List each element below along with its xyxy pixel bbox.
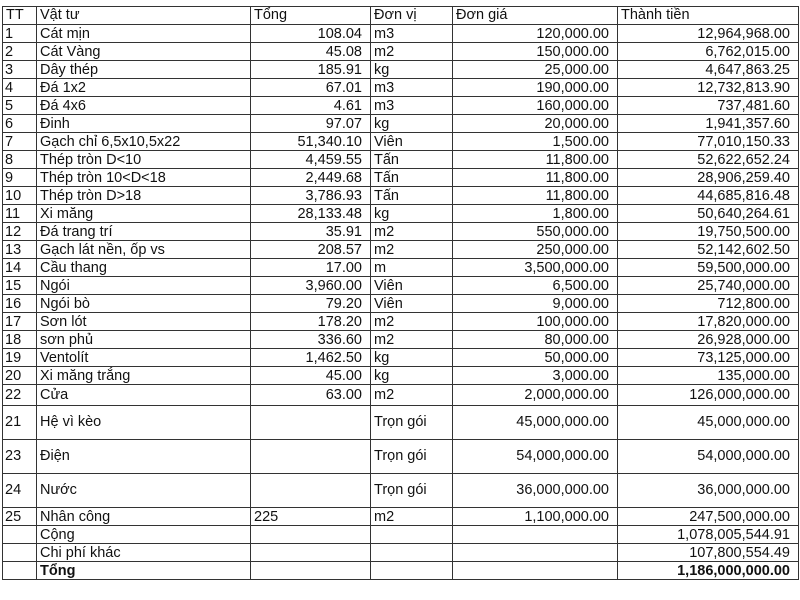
table-row [3,61,799,79]
header-item: Vật tư [37,7,251,25]
table-row [3,133,799,151]
cell-amount: 737,481.60 [618,97,799,115]
cell-price: 3,000.00 [453,367,618,385]
cell-amount: 36,000,000.00 [618,474,799,508]
cell-price: 11,800.00 [453,187,618,205]
cell-empty [3,562,37,580]
summary-row [3,562,799,580]
cell-item: Thép tròn D>18 [37,187,251,205]
cell-unit: Trọn gói [371,406,453,440]
cell-price: 11,800.00 [453,169,618,187]
cell-price: 25,000.00 [453,61,618,79]
cell-price: 190,000.00 [453,79,618,97]
cell-amount: 25,740,000.00 [618,277,799,295]
cell-tt: 7 [3,133,37,151]
cell-tt: 22 [3,385,37,406]
cell-item: Thép tròn D<10 [37,151,251,169]
cell-price: 6,500.00 [453,277,618,295]
cell-unit: m3 [371,97,453,115]
table-row [3,259,799,277]
cell-total [251,406,371,440]
cell-unit: m3 [371,79,453,97]
cell-total: 35.91 [251,223,371,241]
cell-price: 1,500.00 [453,133,618,151]
cell-unit: Tấn [371,187,453,205]
summary-label: Chi phí khác [37,544,251,562]
summary-amount: 1,186,000,000.00 [618,562,799,580]
table-row [3,331,799,349]
cell-empty [453,526,618,544]
cell-item: Hệ vì kèo [37,406,251,440]
cell-price: 100,000.00 [453,313,618,331]
cell-total: 28,133.48 [251,205,371,223]
cell-unit: m2 [371,223,453,241]
cell-item: Xi măng [37,205,251,223]
table-row [3,169,799,187]
cell-tt: 5 [3,97,37,115]
cell-item: Dây thép [37,61,251,79]
cell-amount: 712,800.00 [618,295,799,313]
cell-item: Ventolít [37,349,251,367]
table-row [3,187,799,205]
cell-amount: 44,685,816.48 [618,187,799,205]
cell-tt: 25 [3,508,37,526]
cell-total [251,440,371,474]
cell-tt: 2 [3,43,37,61]
cell-amount: 12,964,968.00 [618,25,799,43]
cell-amount: 19,750,500.00 [618,223,799,241]
cell-total: 185.91 [251,61,371,79]
cell-tt: 14 [3,259,37,277]
cell-unit: Tấn [371,169,453,187]
cell-total: 2,449.68 [251,169,371,187]
cell-tt: 12 [3,223,37,241]
cell-total: 45.00 [251,367,371,385]
cell-amount: 45,000,000.00 [618,406,799,440]
cell-item: sơn phủ [37,331,251,349]
cell-price: 80,000.00 [453,331,618,349]
cell-item: Cát mịn [37,25,251,43]
cell-tt: 13 [3,241,37,259]
cell-amount: 54,000,000.00 [618,440,799,474]
cell-amount: 28,906,259.40 [618,169,799,187]
cell-total: 4,459.55 [251,151,371,169]
cell-amount: 26,928,000.00 [618,331,799,349]
cell-price: 150,000.00 [453,43,618,61]
table-row [3,43,799,61]
table-row [3,151,799,169]
cell-amount: 50,640,264.61 [618,205,799,223]
cell-price: 36,000,000.00 [453,474,618,508]
cell-unit: kg [371,205,453,223]
table-header-row [3,7,799,25]
cell-price: 54,000,000.00 [453,440,618,474]
cell-item: Đinh [37,115,251,133]
summary-amount: 107,800,554.49 [618,544,799,562]
cell-price: 120,000.00 [453,25,618,43]
cell-empty [3,544,37,562]
cell-price: 160,000.00 [453,97,618,115]
cell-total: 1,462.50 [251,349,371,367]
cell-total: 17.00 [251,259,371,277]
table-row [3,313,799,331]
cell-price: 50,000.00 [453,349,618,367]
cell-price: 550,000.00 [453,223,618,241]
cell-tt: 20 [3,367,37,385]
cell-total: 4.61 [251,97,371,115]
cell-total: 336.60 [251,331,371,349]
cell-unit: m2 [371,313,453,331]
cell-empty [371,526,453,544]
cell-item: Cầu thang [37,259,251,277]
cell-total: 3,786.93 [251,187,371,205]
cell-total: 67.01 [251,79,371,97]
cell-total [251,474,371,508]
materials-cost-table [2,6,799,580]
cell-tt: 4 [3,79,37,97]
cell-total: 108.04 [251,25,371,43]
summary-row [3,526,799,544]
cell-total: 3,960.00 [251,277,371,295]
cell-unit: kg [371,61,453,79]
cell-amount: 77,010,150.33 [618,133,799,151]
cell-item: Nước [37,474,251,508]
table-row [3,508,799,526]
summary-row [3,544,799,562]
cell-empty [453,544,618,562]
cell-empty [3,526,37,544]
cell-unit: m3 [371,25,453,43]
cell-price: 11,800.00 [453,151,618,169]
cell-price: 1,800.00 [453,205,618,223]
cell-total: 97.07 [251,115,371,133]
table-row [3,385,799,406]
cell-unit: Trọn gói [371,474,453,508]
table-row [3,295,799,313]
cell-tt: 15 [3,277,37,295]
cell-amount: 59,500,000.00 [618,259,799,277]
cell-total: 45.08 [251,43,371,61]
cell-item: Gạch chỉ 6,5x10,5x22 [37,133,251,151]
table-row [3,79,799,97]
cell-item: Điện [37,440,251,474]
cell-empty [371,562,453,580]
cell-total: 63.00 [251,385,371,406]
cell-unit: m2 [371,508,453,526]
cell-price: 9,000.00 [453,295,618,313]
cell-tt: 8 [3,151,37,169]
table-row [3,205,799,223]
summary-amount: 1,078,005,544.91 [618,526,799,544]
cell-amount: 12,732,813.90 [618,79,799,97]
cell-tt: 18 [3,331,37,349]
cell-unit: Tấn [371,151,453,169]
cell-amount: 135,000.00 [618,367,799,385]
cell-tt: 9 [3,169,37,187]
cell-item: Nhân công [37,508,251,526]
cell-unit: m2 [371,331,453,349]
table-row [3,277,799,295]
cell-unit: Viên [371,133,453,151]
cell-item: Thép tròn 10<D<18 [37,169,251,187]
table-row [3,367,799,385]
cell-total: 178.20 [251,313,371,331]
cell-item: Ngói bò [37,295,251,313]
cell-unit: kg [371,115,453,133]
cell-tt: 1 [3,25,37,43]
cell-unit: m [371,259,453,277]
table-row [3,223,799,241]
cell-price: 1,100,000.00 [453,508,618,526]
cell-total: 208.57 [251,241,371,259]
cell-empty [251,526,371,544]
header-unit: Đơn vị [371,7,453,25]
cell-price: 3,500,000.00 [453,259,618,277]
table-row [3,440,799,474]
cell-unit: m2 [371,43,453,61]
cell-empty [453,562,618,580]
cell-unit: Viên [371,295,453,313]
cell-item: Cửa [37,385,251,406]
cell-tt: 21 [3,406,37,440]
cell-tt: 19 [3,349,37,367]
cell-total: 225 [251,508,371,526]
summary-label: Tổng [37,562,251,580]
header-amount: Thành tiền [618,7,799,25]
cell-tt: 16 [3,295,37,313]
summary-label: Cộng [37,526,251,544]
cell-tt: 24 [3,474,37,508]
header-price: Đơn giá [453,7,618,25]
cell-item: Xi măng trắng [37,367,251,385]
cell-tt: 6 [3,115,37,133]
cell-unit: kg [371,349,453,367]
cell-tt: 23 [3,440,37,474]
table-row [3,474,799,508]
table-row [3,25,799,43]
cell-tt: 17 [3,313,37,331]
cell-unit: Trọn gói [371,440,453,474]
cell-amount: 17,820,000.00 [618,313,799,331]
cell-amount: 126,000,000.00 [618,385,799,406]
cell-unit: m2 [371,385,453,406]
table-row [3,97,799,115]
cell-empty [251,562,371,580]
cell-empty [251,544,371,562]
cell-item: Sơn lót [37,313,251,331]
cell-item: Gạch lát nền, ốp vs [37,241,251,259]
cell-item: Ngói [37,277,251,295]
cell-amount: 4,647,863.25 [618,61,799,79]
cell-empty [371,544,453,562]
cell-amount: 73,125,000.00 [618,349,799,367]
cell-unit: kg [371,367,453,385]
table-row [3,349,799,367]
cell-item: Cát Vàng [37,43,251,61]
cell-amount: 52,622,652.24 [618,151,799,169]
cell-price: 2,000,000.00 [453,385,618,406]
cell-amount: 1,941,357.60 [618,115,799,133]
cell-amount: 52,142,602.50 [618,241,799,259]
cell-price: 45,000,000.00 [453,406,618,440]
cell-unit: m2 [371,241,453,259]
table-row [3,406,799,440]
cell-item: Đá 4x6 [37,97,251,115]
cell-amount: 247,500,000.00 [618,508,799,526]
cell-price: 20,000.00 [453,115,618,133]
cell-item: Đá 1x2 [37,79,251,97]
cell-total: 79.20 [251,295,371,313]
cell-price: 250,000.00 [453,241,618,259]
table-row [3,115,799,133]
cell-tt: 11 [3,205,37,223]
table-row [3,241,799,259]
cell-item: Đá trang trí [37,223,251,241]
header-tt: TT [3,7,37,25]
cell-unit: Viên [371,277,453,295]
header-total: Tổng [251,7,371,25]
cell-amount: 6,762,015.00 [618,43,799,61]
cell-tt: 3 [3,61,37,79]
cell-tt: 10 [3,187,37,205]
cell-total: 51,340.10 [251,133,371,151]
